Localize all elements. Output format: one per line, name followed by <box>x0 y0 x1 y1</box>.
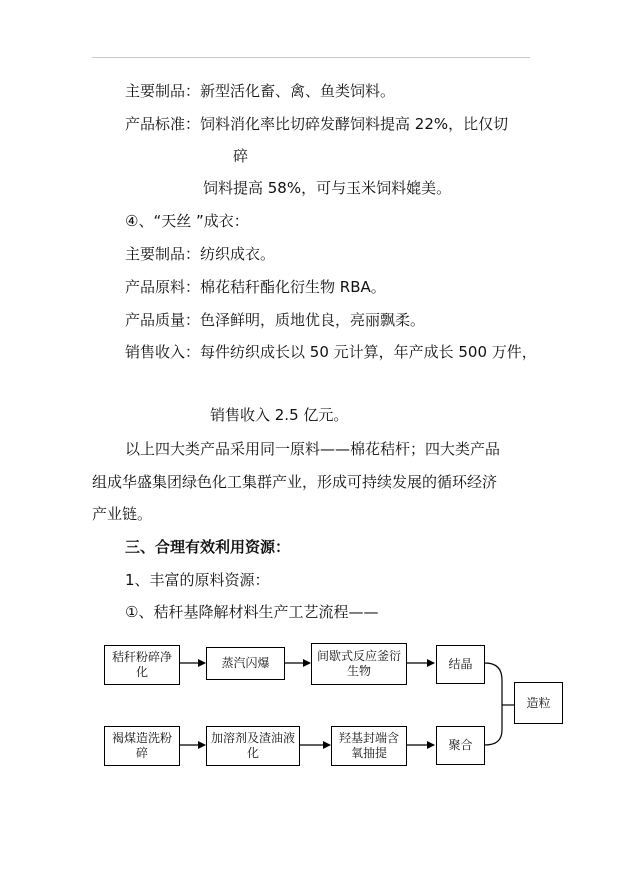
feed-standard-line-3: 饲料提高 58%，可与玉米饲料媲美。 <box>203 179 452 197</box>
section3-sub1: 1、丰富的原料资源： <box>125 571 270 589</box>
section3-heading: 三、合理有效利用资源： <box>125 538 291 556</box>
merge-bracket <box>485 663 502 745</box>
textile-quality-line: 产品质量：色泽鲜明，质地优良，亮丽飘柔。 <box>125 311 426 329</box>
sales-line-2: 销售收入 2.5 亿元。 <box>210 406 349 424</box>
flow-box-straw-crush: 秸秆粉碎净化 <box>104 645 180 685</box>
textile-material-line: 产品原料：棉花秸秆酯化衍生物 RBA。 <box>125 278 386 296</box>
feed-standard-line-1: 产品标准：饲料消化率比切碎发酵饲料提高 22%，比仅切 <box>125 115 509 133</box>
item4-title: ④、“天丝 ”成衣： <box>125 212 249 230</box>
flow-box-steam-explosion: 蒸汽闪爆 <box>206 647 285 680</box>
flow-box-crystallize: 结晶 <box>436 645 485 684</box>
flow-box-hydroxyl-extract: 羟基封端含氧抽提 <box>331 726 407 766</box>
flow-box-solvent-liquefy: 加溶剂及渣油液化 <box>206 726 300 766</box>
feed-standard-line-2: 碎 <box>233 147 249 165</box>
feed-products-line: 主要制品：新型活化畜、禽、鱼类饲料。 <box>125 82 396 100</box>
sales-line-1: 销售收入：每件纺织成长以 50 元计算，年产成长 500 万件， <box>125 343 537 361</box>
textile-products-line: 主要制品：纺织成衣。 <box>125 245 276 263</box>
flow-box-lignite-wash: 褐煤造洗粉碎 <box>104 726 180 766</box>
summary-line-1: 以上四大类产品采用同一原料——棉花秸杆；四大类产品 <box>125 440 501 458</box>
flow-box-granulate: 造粒 <box>514 682 563 724</box>
summary-line-3: 产业链。 <box>92 505 153 523</box>
flow-box-batch-reactor: 间歇式反应釜衍生物 <box>311 643 407 685</box>
summary-line-2: 组成华盛集团绿色化工集群产业，形成可持续发展的循环经济 <box>92 473 498 491</box>
flow-title: ①、秸秆基降解材料生产工艺流程—— <box>125 603 379 621</box>
flow-box-polymerize: 聚合 <box>436 726 485 765</box>
